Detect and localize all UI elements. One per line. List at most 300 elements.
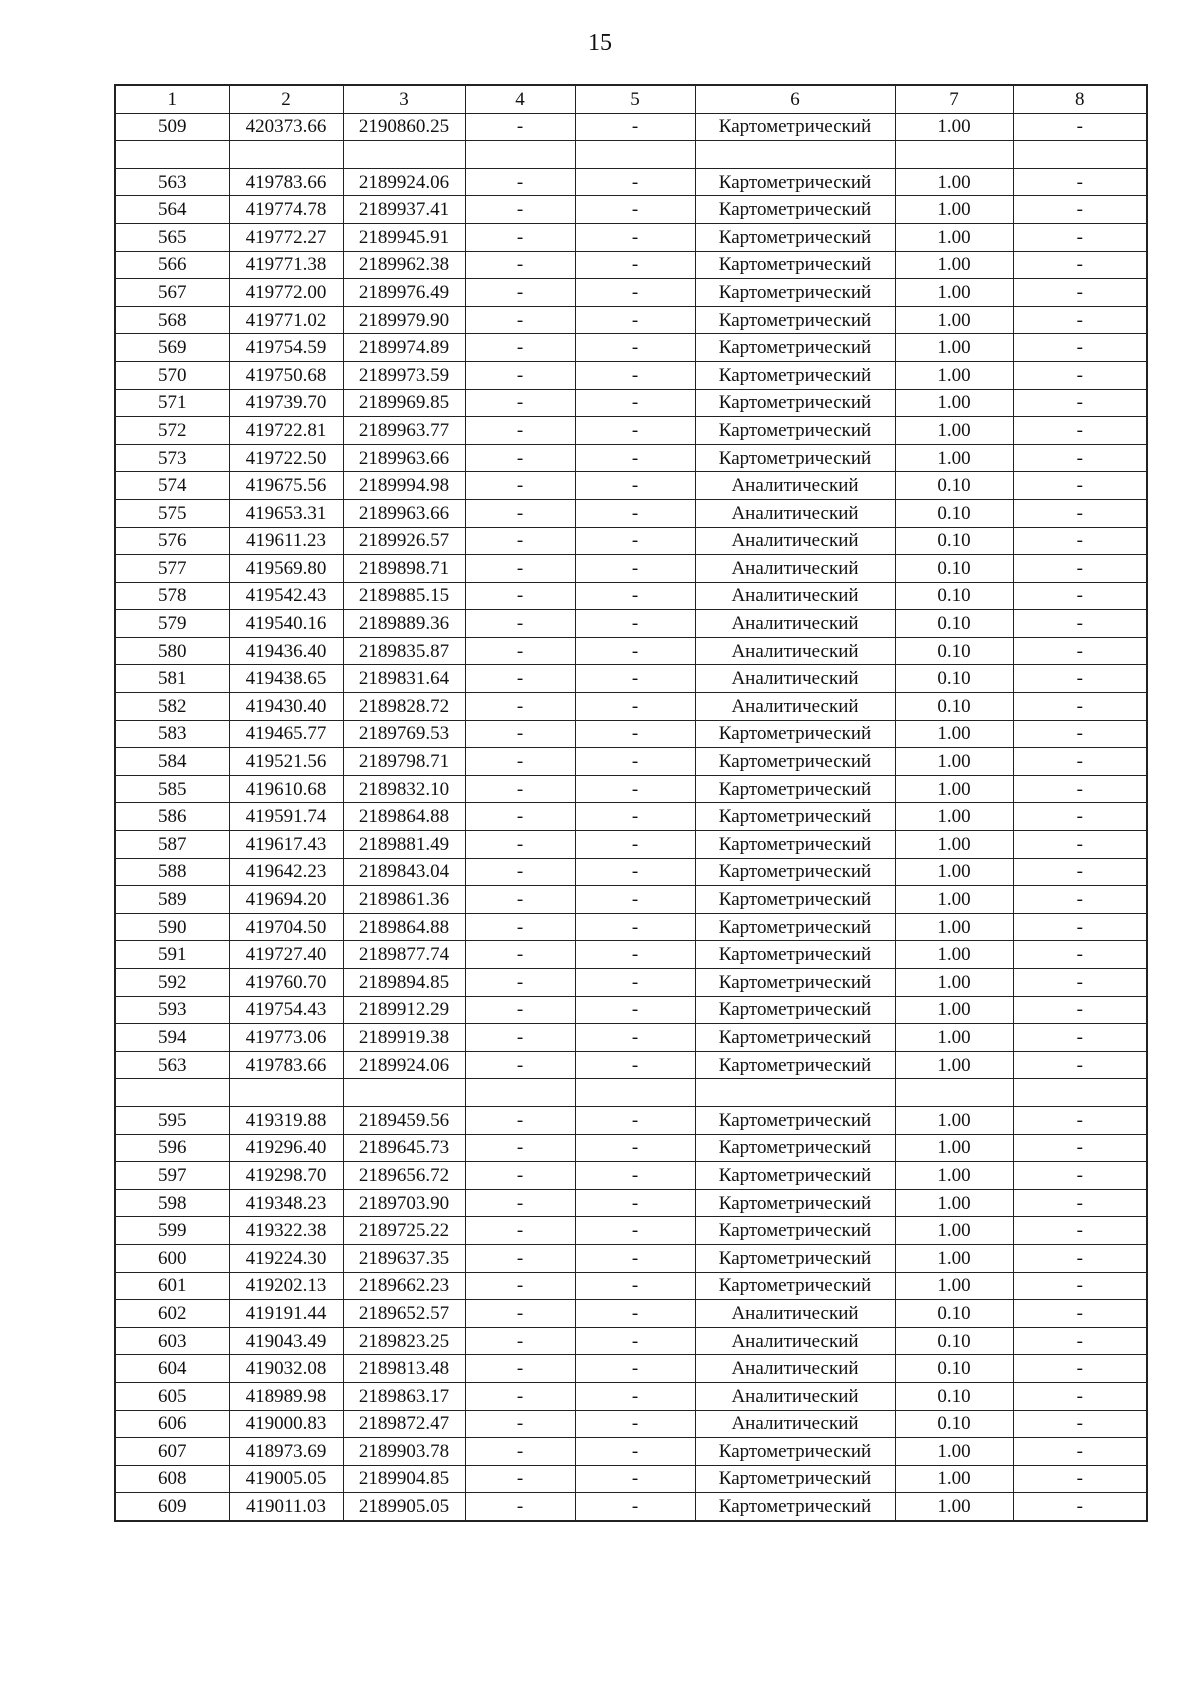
cell-point-number: 574 (115, 472, 229, 500)
cell-col-5: - (575, 1300, 695, 1328)
cell-col-8: - (1013, 1410, 1147, 1438)
cell-accuracy: 1.00 (895, 1134, 1013, 1162)
cell-accuracy: 1.00 (895, 1465, 1013, 1493)
cell-x-coordinate: 419298.70 (229, 1162, 343, 1190)
cell-x-coordinate: 419739.70 (229, 389, 343, 417)
cell-col-5: - (575, 223, 695, 251)
cell-x-coordinate: 419727.40 (229, 941, 343, 969)
cell-col-5: - (575, 886, 695, 914)
cell-accuracy: 1.00 (895, 1106, 1013, 1134)
cell-col-8: - (1013, 996, 1147, 1024)
cell-x-coordinate: 419011.03 (229, 1493, 343, 1521)
table-row (115, 196, 1147, 224)
cell-method: Аналитический (695, 1382, 895, 1410)
cell-method: Картометрический (695, 775, 895, 803)
cell-col-5: - (575, 1189, 695, 1217)
header-row (115, 85, 1147, 113)
cell-point-number: 566 (115, 251, 229, 279)
cell-col-5: - (575, 1410, 695, 1438)
cell-col-4: - (465, 582, 575, 610)
cell-point-number: 599 (115, 1217, 229, 1245)
cell-y-coordinate: 2189898.71 (343, 555, 465, 583)
cell-x-coordinate: 419653.31 (229, 499, 343, 527)
cell-method: Картометрический (695, 113, 895, 141)
cell-col-4 (465, 1079, 575, 1107)
cell-col-8: - (1013, 1051, 1147, 1079)
cell-accuracy: 0.10 (895, 499, 1013, 527)
cell-method: Аналитический (695, 1300, 895, 1328)
cell-y-coordinate: 2189769.53 (343, 720, 465, 748)
coordinates-table (114, 84, 1148, 1522)
cell-method: Картометрический (695, 969, 895, 997)
table-row (115, 1079, 1147, 1107)
cell-method: Аналитический (695, 610, 895, 638)
cell-accuracy: 0.10 (895, 1327, 1013, 1355)
cell-method: Аналитический (695, 637, 895, 665)
cell-y-coordinate: 2189963.77 (343, 417, 465, 445)
cell-accuracy: 1.00 (895, 196, 1013, 224)
cell-x-coordinate: 419642.23 (229, 858, 343, 886)
cell-accuracy: 1.00 (895, 941, 1013, 969)
cell-col-5: - (575, 748, 695, 776)
cell-x-coordinate: 419032.08 (229, 1355, 343, 1383)
cell-method: Аналитический (695, 1355, 895, 1383)
cell-y-coordinate: 2189937.41 (343, 196, 465, 224)
cell-col-4: - (465, 941, 575, 969)
cell-method: Картометрический (695, 1162, 895, 1190)
cell-y-coordinate: 2189969.85 (343, 389, 465, 417)
cell-x-coordinate: 419540.16 (229, 610, 343, 638)
table-row (115, 941, 1147, 969)
cell-y-coordinate: 2189919.38 (343, 1024, 465, 1052)
cell-col-8: - (1013, 527, 1147, 555)
cell-accuracy: 1.00 (895, 1024, 1013, 1052)
cell-col-5: - (575, 969, 695, 997)
cell-col-4: - (465, 858, 575, 886)
table-row (115, 1355, 1147, 1383)
cell-col-4: - (465, 499, 575, 527)
cell-col-5: - (575, 1024, 695, 1052)
cell-col-8: - (1013, 831, 1147, 859)
cell-accuracy (895, 141, 1013, 169)
cell-point-number: 609 (115, 1493, 229, 1521)
cell-col-4: - (465, 1162, 575, 1190)
cell-y-coordinate: 2189912.29 (343, 996, 465, 1024)
cell-accuracy: 1.00 (895, 444, 1013, 472)
cell-method: Картометрический (695, 1465, 895, 1493)
column-header-7: 7 (895, 85, 1013, 113)
cell-col-4: - (465, 1355, 575, 1383)
cell-col-5: - (575, 582, 695, 610)
cell-y-coordinate: 2189864.88 (343, 803, 465, 831)
cell-accuracy: 0.10 (895, 472, 1013, 500)
cell-col-8: - (1013, 803, 1147, 831)
table-row (115, 996, 1147, 1024)
cell-point-number: 592 (115, 969, 229, 997)
cell-col-4: - (465, 279, 575, 307)
cell-y-coordinate: 2189994.98 (343, 472, 465, 500)
cell-x-coordinate: 419694.20 (229, 886, 343, 914)
table-row (115, 582, 1147, 610)
cell-point-number: 568 (115, 306, 229, 334)
cell-col-4: - (465, 775, 575, 803)
cell-accuracy: 1.00 (895, 1051, 1013, 1079)
table-row (115, 637, 1147, 665)
cell-point-number: 586 (115, 803, 229, 831)
cell-method: Картометрический (695, 831, 895, 859)
cell-x-coordinate: 419610.68 (229, 775, 343, 803)
cell-x-coordinate: 419005.05 (229, 1465, 343, 1493)
column-header-1: 1 (115, 85, 229, 113)
cell-x-coordinate: 419319.88 (229, 1106, 343, 1134)
cell-col-5: - (575, 803, 695, 831)
cell-point-number: 584 (115, 748, 229, 776)
cell-accuracy: 1.00 (895, 417, 1013, 445)
cell-x-coordinate: 419754.59 (229, 334, 343, 362)
cell-col-4: - (465, 472, 575, 500)
cell-point-number: 593 (115, 996, 229, 1024)
table-row (115, 555, 1147, 583)
cell-col-4: - (465, 196, 575, 224)
cell-col-5: - (575, 720, 695, 748)
cell-point-number: 570 (115, 361, 229, 389)
cell-col-8: - (1013, 472, 1147, 500)
cell-x-coordinate: 419296.40 (229, 1134, 343, 1162)
cell-x-coordinate: 419465.77 (229, 720, 343, 748)
cell-method: Картометрический (695, 279, 895, 307)
table-row (115, 1244, 1147, 1272)
cell-point-number: 579 (115, 610, 229, 638)
cell-point-number: 607 (115, 1438, 229, 1466)
cell-x-coordinate: 419750.68 (229, 361, 343, 389)
table-row (115, 527, 1147, 555)
cell-point-number: 569 (115, 334, 229, 362)
cell-point-number: 571 (115, 389, 229, 417)
cell-col-5: - (575, 334, 695, 362)
cell-col-8: - (1013, 1189, 1147, 1217)
cell-y-coordinate: 2189459.56 (343, 1106, 465, 1134)
cell-method: Картометрический (695, 720, 895, 748)
table-row (115, 279, 1147, 307)
cell-col-4: - (465, 1465, 575, 1493)
cell-method: Картометрический (695, 444, 895, 472)
cell-col-4: - (465, 444, 575, 472)
cell-col-4 (465, 141, 575, 169)
cell-method: Картометрический (695, 858, 895, 886)
table-row (115, 223, 1147, 251)
column-header-5: 5 (575, 85, 695, 113)
cell-method: Картометрический (695, 748, 895, 776)
cell-y-coordinate: 2189924.06 (343, 1051, 465, 1079)
cell-accuracy: 1.00 (895, 1162, 1013, 1190)
cell-col-4: - (465, 306, 575, 334)
table-row (115, 969, 1147, 997)
cell-col-4: - (465, 1024, 575, 1052)
cell-method: Картометрический (695, 251, 895, 279)
cell-accuracy: 0.10 (895, 665, 1013, 693)
cell-col-8: - (1013, 1217, 1147, 1245)
cell-point-number: 605 (115, 1382, 229, 1410)
table-row (115, 1327, 1147, 1355)
cell-x-coordinate: 419704.50 (229, 913, 343, 941)
cell-point-number: 595 (115, 1106, 229, 1134)
cell-col-8: - (1013, 1106, 1147, 1134)
cell-accuracy: 1.00 (895, 223, 1013, 251)
cell-col-8: - (1013, 1465, 1147, 1493)
cell-accuracy: 1.00 (895, 1272, 1013, 1300)
cell-method: Картометрический (695, 913, 895, 941)
cell-col-5: - (575, 1327, 695, 1355)
cell-point-number: 565 (115, 223, 229, 251)
cell-point-number (115, 141, 229, 169)
cell-col-4: - (465, 720, 575, 748)
cell-col-4: - (465, 1382, 575, 1410)
table-row (115, 141, 1147, 169)
cell-col-4: - (465, 1410, 575, 1438)
cell-col-8: - (1013, 555, 1147, 583)
cell-col-5: - (575, 417, 695, 445)
cell-accuracy: 0.10 (895, 582, 1013, 610)
cell-accuracy: 0.10 (895, 1355, 1013, 1383)
cell-y-coordinate: 2189645.73 (343, 1134, 465, 1162)
cell-col-5: - (575, 775, 695, 803)
cell-col-4: - (465, 1106, 575, 1134)
cell-col-5: - (575, 1272, 695, 1300)
page-number: 15 (588, 30, 612, 56)
cell-col-8: - (1013, 1024, 1147, 1052)
cell-col-8: - (1013, 168, 1147, 196)
cell-y-coordinate: 2189656.72 (343, 1162, 465, 1190)
cell-method: Картометрический (695, 196, 895, 224)
cell-point-number: 582 (115, 693, 229, 721)
cell-x-coordinate: 419611.23 (229, 527, 343, 555)
table-row (115, 913, 1147, 941)
cell-point-number: 594 (115, 1024, 229, 1052)
cell-method (695, 1079, 895, 1107)
cell-col-5: - (575, 1134, 695, 1162)
table-row (115, 775, 1147, 803)
cell-x-coordinate: 419675.56 (229, 472, 343, 500)
cell-y-coordinate (343, 141, 465, 169)
cell-col-8: - (1013, 969, 1147, 997)
cell-point-number: 604 (115, 1355, 229, 1383)
cell-col-4: - (465, 1300, 575, 1328)
column-header-8: 8 (1013, 85, 1147, 113)
cell-col-4: - (465, 637, 575, 665)
cell-method: Картометрический (695, 1024, 895, 1052)
cell-point-number: 575 (115, 499, 229, 527)
cell-y-coordinate: 2189903.78 (343, 1438, 465, 1466)
cell-point-number: 606 (115, 1410, 229, 1438)
cell-y-coordinate: 2189973.59 (343, 361, 465, 389)
cell-col-8: - (1013, 637, 1147, 665)
table-row (115, 306, 1147, 334)
cell-method: Картометрический (695, 1134, 895, 1162)
cell-method (695, 141, 895, 169)
cell-accuracy: 1.00 (895, 1438, 1013, 1466)
table-row (115, 334, 1147, 362)
cell-method: Аналитический (695, 499, 895, 527)
cell-col-4: - (465, 886, 575, 914)
cell-x-coordinate: 419000.83 (229, 1410, 343, 1438)
cell-point-number: 587 (115, 831, 229, 859)
cell-point-number: 608 (115, 1465, 229, 1493)
cell-col-5: - (575, 1465, 695, 1493)
table-row (115, 1300, 1147, 1328)
cell-x-coordinate (229, 1079, 343, 1107)
table-row (115, 748, 1147, 776)
cell-x-coordinate: 419772.27 (229, 223, 343, 251)
cell-col-5: - (575, 1382, 695, 1410)
cell-col-5: - (575, 113, 695, 141)
cell-accuracy: 0.10 (895, 1300, 1013, 1328)
cell-accuracy: 1.00 (895, 969, 1013, 997)
cell-col-4: - (465, 693, 575, 721)
table-row (115, 1410, 1147, 1438)
table-row (115, 886, 1147, 914)
cell-accuracy: 0.10 (895, 693, 1013, 721)
cell-y-coordinate: 2189813.48 (343, 1355, 465, 1383)
cell-x-coordinate: 419348.23 (229, 1189, 343, 1217)
cell-col-5: - (575, 306, 695, 334)
cell-point-number: 583 (115, 720, 229, 748)
cell-col-4: - (465, 417, 575, 445)
table-row (115, 665, 1147, 693)
cell-y-coordinate: 2189703.90 (343, 1189, 465, 1217)
cell-y-coordinate: 2189828.72 (343, 693, 465, 721)
cell-accuracy: 1.00 (895, 389, 1013, 417)
cell-accuracy: 1.00 (895, 113, 1013, 141)
cell-x-coordinate: 419569.80 (229, 555, 343, 583)
cell-y-coordinate: 2189823.25 (343, 1327, 465, 1355)
cell-point-number: 577 (115, 555, 229, 583)
cell-col-8: - (1013, 417, 1147, 445)
cell-accuracy: 1.00 (895, 803, 1013, 831)
cell-point-number: 567 (115, 279, 229, 307)
cell-point-number: 563 (115, 168, 229, 196)
cell-col-4: - (465, 361, 575, 389)
cell-col-4: - (465, 1134, 575, 1162)
cell-col-8: - (1013, 858, 1147, 886)
cell-point-number: 600 (115, 1244, 229, 1272)
table-row (115, 168, 1147, 196)
cell-point-number: 573 (115, 444, 229, 472)
cell-col-5: - (575, 996, 695, 1024)
cell-col-4: - (465, 527, 575, 555)
cell-method: Аналитический (695, 665, 895, 693)
cell-point-number: 603 (115, 1327, 229, 1355)
cell-accuracy: 1.00 (895, 748, 1013, 776)
cell-point-number: 598 (115, 1189, 229, 1217)
cell-col-5: - (575, 1217, 695, 1245)
cell-col-5: - (575, 1162, 695, 1190)
cell-col-8: - (1013, 941, 1147, 969)
cell-col-8: - (1013, 913, 1147, 941)
cell-col-4: - (465, 748, 575, 776)
cell-y-coordinate: 2189872.47 (343, 1410, 465, 1438)
cell-col-4: - (465, 831, 575, 859)
table-row (115, 499, 1147, 527)
cell-accuracy: 1.00 (895, 996, 1013, 1024)
cell-y-coordinate (343, 1079, 465, 1107)
cell-col-5: - (575, 1355, 695, 1383)
cell-col-5: - (575, 831, 695, 859)
cell-col-5: - (575, 361, 695, 389)
column-header-4: 4 (465, 85, 575, 113)
cell-method: Картометрический (695, 417, 895, 445)
cell-col-8: - (1013, 223, 1147, 251)
cell-col-5: - (575, 637, 695, 665)
cell-x-coordinate: 419722.50 (229, 444, 343, 472)
cell-col-8: - (1013, 1272, 1147, 1300)
cell-col-8: - (1013, 1382, 1147, 1410)
cell-y-coordinate: 2189835.87 (343, 637, 465, 665)
cell-col-5: - (575, 472, 695, 500)
cell-x-coordinate: 419191.44 (229, 1300, 343, 1328)
cell-col-8 (1013, 141, 1147, 169)
cell-method: Картометрический (695, 803, 895, 831)
table-row (115, 1465, 1147, 1493)
cell-col-4: - (465, 168, 575, 196)
cell-col-8: - (1013, 1134, 1147, 1162)
table-row (115, 1024, 1147, 1052)
cell-col-5: - (575, 913, 695, 941)
cell-method: Аналитический (695, 582, 895, 610)
cell-col-8: - (1013, 196, 1147, 224)
cell-method: Картометрический (695, 223, 895, 251)
cell-y-coordinate: 2189926.57 (343, 527, 465, 555)
table-row (115, 1051, 1147, 1079)
cell-col-4: - (465, 913, 575, 941)
cell-col-4: - (465, 251, 575, 279)
cell-y-coordinate: 2189725.22 (343, 1217, 465, 1245)
cell-point-number: 588 (115, 858, 229, 886)
cell-col-5: - (575, 499, 695, 527)
cell-x-coordinate: 419521.56 (229, 748, 343, 776)
cell-x-coordinate: 419542.43 (229, 582, 343, 610)
cell-x-coordinate: 419224.30 (229, 1244, 343, 1272)
cell-y-coordinate: 2189885.15 (343, 582, 465, 610)
cell-point-number: 576 (115, 527, 229, 555)
cell-x-coordinate: 418989.98 (229, 1382, 343, 1410)
cell-col-8: - (1013, 444, 1147, 472)
cell-y-coordinate: 2189894.85 (343, 969, 465, 997)
cell-method: Картометрический (695, 389, 895, 417)
cell-x-coordinate: 419438.65 (229, 665, 343, 693)
cell-point-number: 585 (115, 775, 229, 803)
cell-y-coordinate: 2189905.05 (343, 1493, 465, 1521)
cell-col-8: - (1013, 693, 1147, 721)
table-row (115, 1106, 1147, 1134)
cell-y-coordinate: 2190860.25 (343, 113, 465, 141)
cell-x-coordinate: 419202.13 (229, 1272, 343, 1300)
table-row (115, 417, 1147, 445)
cell-method: Картометрический (695, 1438, 895, 1466)
table-row (115, 858, 1147, 886)
cell-col-8: - (1013, 1355, 1147, 1383)
cell-point-number: 578 (115, 582, 229, 610)
cell-point-number: 580 (115, 637, 229, 665)
cell-x-coordinate: 419773.06 (229, 1024, 343, 1052)
cell-col-8: - (1013, 251, 1147, 279)
cell-y-coordinate: 2189863.17 (343, 1382, 465, 1410)
cell-method: Картометрический (695, 334, 895, 362)
cell-col-8: - (1013, 334, 1147, 362)
cell-col-5: - (575, 941, 695, 969)
cell-point-number: 589 (115, 886, 229, 914)
cell-x-coordinate: 419754.43 (229, 996, 343, 1024)
table-row (115, 444, 1147, 472)
